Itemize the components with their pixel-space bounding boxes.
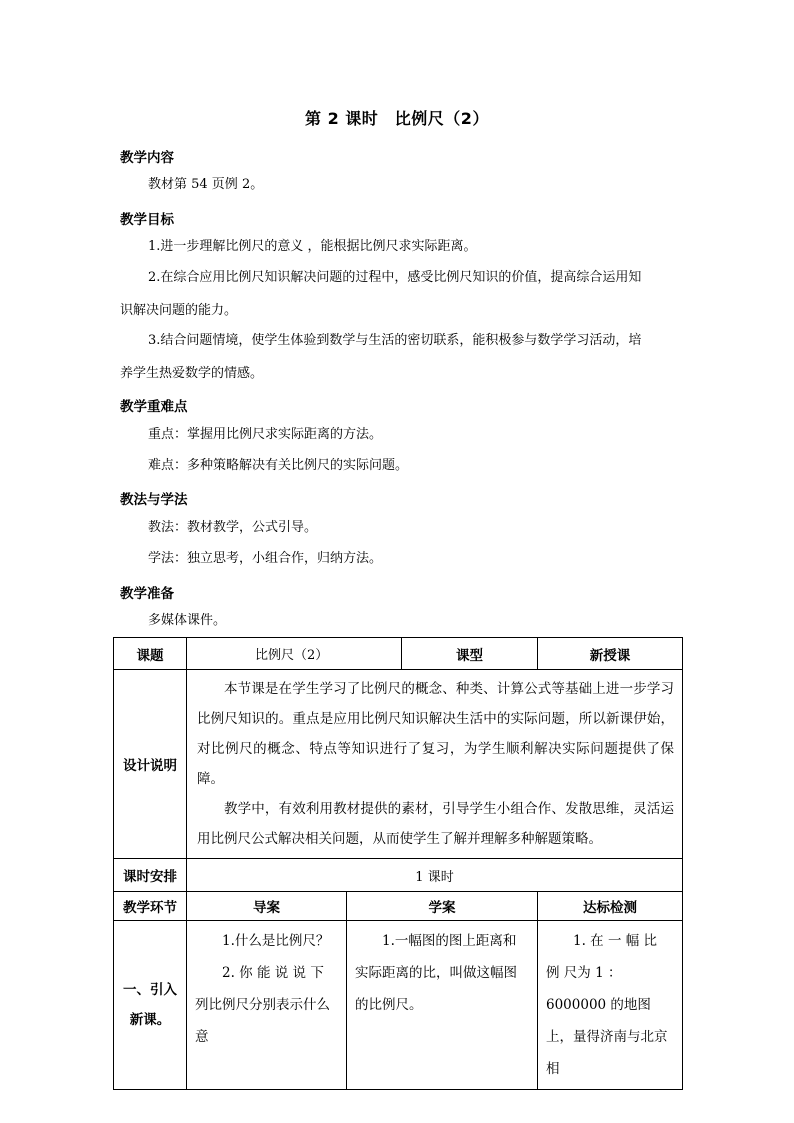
table-row: [114, 670, 683, 859]
lesson-plan-table: [113, 637, 683, 1090]
step1-study-text: 1.一幅图的图上距离和实际距离的比，叫做这幅图的比例尺。: [355, 933, 517, 1013]
design-notes: [187, 670, 683, 859]
goal-2-line-1: 2.在综合应用比例尺知识解决问题的过程中，感受比例尺知识的价值，提高综合运用知: [148, 270, 642, 285]
type-label: 课型: [402, 638, 538, 670]
keypoint-2: 难点：多种策略解决有关比例尺的实际问题。: [148, 458, 409, 473]
schedule-value: 1 课时: [187, 859, 683, 892]
goal-1: 1.进一步理解比例尺的意义 ，能根据比例尺求实际距离。: [148, 239, 477, 254]
goal-3-line-2: 养学生热爱数学的情感。: [120, 366, 264, 381]
step-label: 教学环节: [114, 892, 187, 921]
keypoint-1: 重点：掌握用比例尺求实际距离的方法。: [148, 427, 383, 442]
lesson-title: 第 2 课时 比例尺（2）: [305, 109, 489, 128]
content-line: 教材第 54 页例 2。: [148, 177, 264, 192]
schedule-label: 课时安排: [114, 859, 187, 892]
table-row: [114, 892, 683, 921]
heading-keypoints: 教学重难点: [120, 399, 188, 415]
heading-methods: 教法与学法: [120, 492, 188, 508]
heading-content: 教学内容: [120, 150, 174, 166]
step1-guide-line-2: 2. 你 能 说 说 下 列比例尺分别表示什么意: [195, 965, 330, 1045]
heading-goals: 教学目标: [120, 212, 174, 228]
topic-label: 课题: [114, 638, 187, 670]
step1-label: 一、引入新课。: [114, 921, 187, 1090]
method-1: 教法：教材教学，公式引导。: [148, 520, 318, 535]
design-paragraph-1: 本节课是在学生学习了比例尺的概念、种类、计算公式等基础上进一步学习比例尺知识的。重点是应用比例尺知识解决生活中的实际问题，所以新课伊始，对比例尺的概念、特点等知识进行了复习，为学生顺利解决实际问题提供了保障。: [197, 681, 674, 787]
step1-study: [347, 921, 538, 1090]
table-row: [114, 638, 683, 670]
design-label: 设计说明: [114, 670, 187, 859]
step1-check-text: 1. 在 一 幅 比 例 尺为 1 ：6000000 的地图上，量得济南与北京相: [546, 933, 668, 1077]
topic-value: 比例尺（2）: [187, 638, 402, 670]
step1-guide-line-1: 1.什么是比例尺？: [222, 933, 330, 949]
col-check: 达标检测: [538, 892, 683, 921]
col-guide: 导案: [187, 892, 347, 921]
goal-3-line-1: 3.结合问题情境，使学生体验到数学与生活的密切联系，能积极参与数学学习活动，培: [148, 333, 642, 348]
design-paragraph-2: 教学中，有效利用教材提供的素材，引导学生小组合作、发散思维，灵活运用比例尺公式解决相关问题，从而使学生了解并理解多种解题策略。: [197, 801, 674, 847]
prep-line: 多媒体课件。: [148, 613, 227, 628]
table-row: [114, 859, 683, 892]
type-value: 新授课: [538, 638, 683, 670]
step1-check: [538, 921, 683, 1090]
col-study: 学案: [347, 892, 538, 921]
table-row: [114, 921, 683, 1090]
step1-guide: [187, 921, 347, 1090]
method-2: 学法：独立思考，小组合作，归纳方法。: [148, 551, 383, 566]
heading-prep: 教学准备: [120, 586, 174, 602]
goal-2-line-2: 识解决问题的能力。: [120, 303, 238, 318]
